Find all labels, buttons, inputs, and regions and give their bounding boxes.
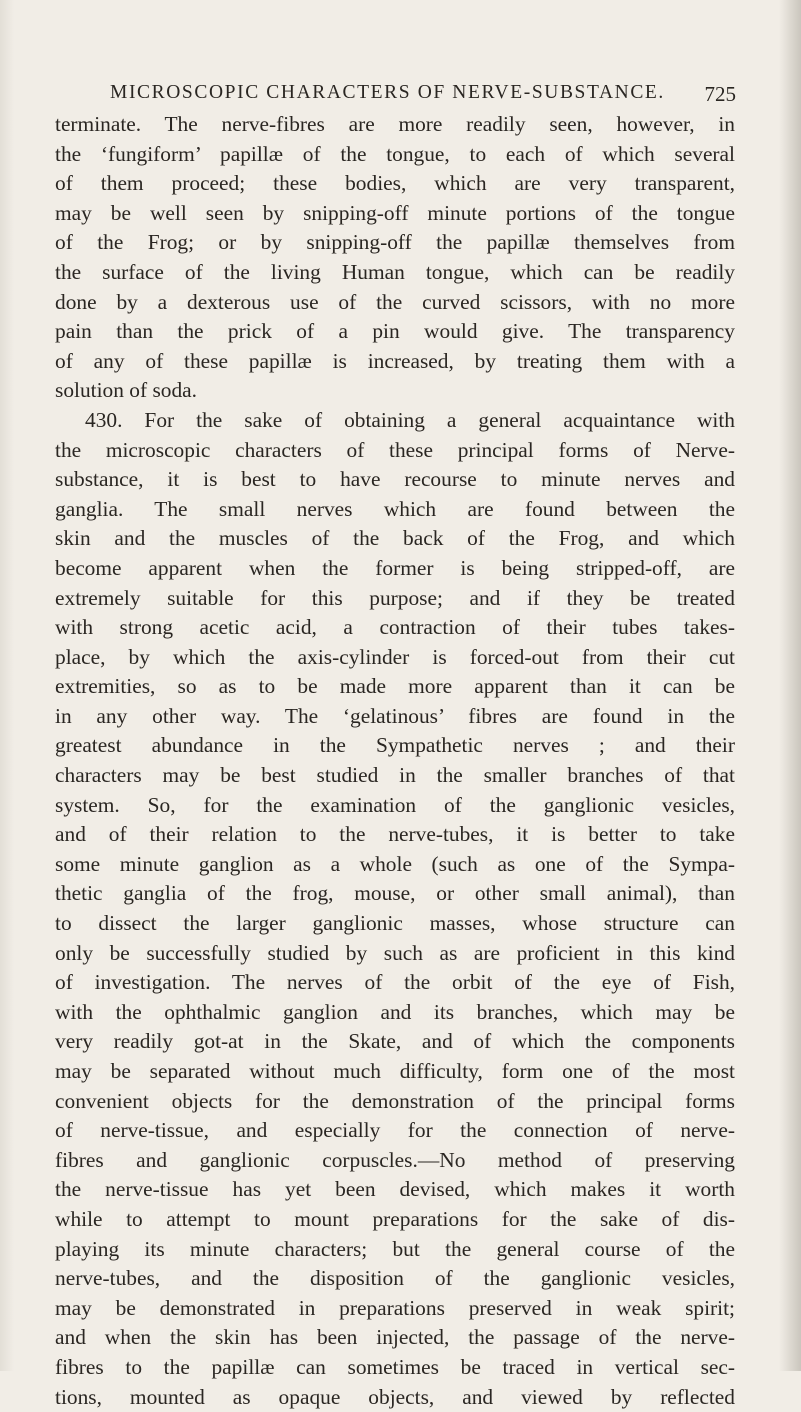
text-line: fibres to the papillæ can sometimes be traced in vertical sec-	[55, 1354, 735, 1379]
text-line: very readily got-at in the Skate, and of which the components	[55, 1029, 735, 1054]
text-line: terminate. The nerve-fibres are more readily seen, however, in	[55, 112, 735, 136]
text-line: pain than the prick of a pin would give. The transparency	[55, 319, 735, 344]
text-line: extremely suitable for this purpose; and if they be treated	[55, 585, 735, 610]
text-line: with the ophthalmic ganglion and its branches, which may be	[55, 999, 735, 1024]
text-line: characters may be best studied in the smaller branches of that	[55, 763, 735, 788]
text-line: ganglia. The small nerves which are found between the	[55, 496, 735, 521]
text-line: become apparent when the former is being stripped-off, are	[55, 555, 735, 580]
text-line: system. So, for the examination of the ganglionic vesicles,	[55, 792, 735, 817]
page-gutter-shadow	[0, 0, 14, 1371]
text-line: and when the skin has been injected, the passage of the nerve-	[55, 1325, 735, 1350]
text-line: of nerve-tissue, and especially for the connection of nerve-	[55, 1118, 735, 1143]
page-header	[0, 82, 736, 112]
page-number: 725	[704, 82, 736, 106]
text-line: done by a dexterous use of the curved scissors, with no more	[55, 289, 735, 314]
text-line: solution of soda.	[55, 378, 198, 403]
text-line: skin and the muscles of the back of the Frog, and which	[55, 526, 735, 551]
text-line: place, by which the axis-cylinder is forced-out from their cut	[55, 644, 735, 669]
paragraph-start: 430. For the sake of obtaining a general acquaintance with	[85, 407, 735, 432]
text-line: some minute ganglion as a whole (such as one of the Sympa-	[55, 851, 735, 876]
page-edge-shadow	[779, 0, 801, 1371]
text-line: playing its minute characters; but the general course of the	[55, 1236, 735, 1261]
text-line: while to attempt to mount preparations for the sake of dis-	[55, 1206, 735, 1231]
text-line: extremities, so as to be made more apparent than it can be	[55, 674, 735, 699]
text-line: nerve-tubes, and the disposition of the ganglionic vesicles,	[55, 1266, 735, 1291]
text-line: may be separated without much difficulty, form one of the most	[55, 1059, 735, 1083]
text-line: the ‘fungiform’ papillæ of the tongue, to each of which several	[55, 141, 735, 166]
text-line: the microscopic characters of these principal forms of Nerve-	[55, 437, 735, 462]
text-line: with strong acetic acid, a contraction of their tubes takes-	[55, 615, 735, 640]
text-line: to dissect the larger ganglionic masses, whose structure can	[55, 911, 735, 936]
text-line: fibres and ganglionic corpuscles.—No method of preserving	[55, 1147, 735, 1172]
text-line: only be successfully studied by such as are proficient in this kind	[55, 940, 735, 965]
text-line: the nerve-tissue has yet been devised, which makes it worth	[55, 1177, 735, 1202]
text-line: may be demonstrated in preparations preserved in weak spirit;	[55, 1295, 735, 1320]
running-head: MICROSCOPIC CHARACTERS OF NERVE-SUBSTANCE.	[110, 82, 665, 103]
text-line: and of their relation to the nerve-tubes, it is better to take	[55, 822, 735, 847]
text-line: of them proceed; these bodies, which are very transparent,	[55, 171, 735, 196]
text-line: convenient objects for the demonstration of the principal forms	[55, 1088, 735, 1113]
text-line: in any other way. The ‘gelatinous’ fibres are found in the	[55, 703, 735, 728]
text-line: thetic ganglia of the frog, mouse, or other small animal), than	[55, 881, 735, 906]
text-line: of any of these papillæ is increased, by treating them with a	[55, 348, 735, 373]
text-line: the surface of the living Human tongue, which can be readily	[55, 259, 735, 284]
text-line: of the Frog; or by snipping-off the papillæ themselves from	[55, 230, 735, 255]
text-line: may be well seen by snipping-off minute portions of the tongue	[55, 200, 735, 225]
body-text	[55, 110, 735, 1412]
text-line: of investigation. The nerves of the orbit of the eye of Fish,	[55, 970, 735, 995]
text-line: greatest abundance in the Sympathetic nerves ; and their	[55, 733, 735, 758]
text-line: substance, it is best to have recourse to minute nerves and	[55, 467, 735, 492]
text-line: tions, mounted as opaque objects, and viewed by reflected	[55, 1384, 735, 1409]
